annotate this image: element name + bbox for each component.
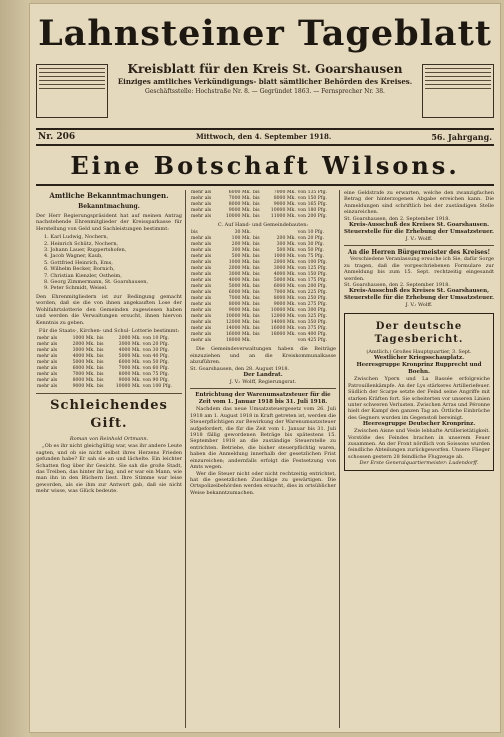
- table-cell: mehr als: [191, 290, 212, 296]
- column-rule: [339, 190, 340, 728]
- table-cell: mehr als: [191, 314, 212, 320]
- table-cell: 4000 Mk.: [273, 272, 296, 278]
- subheader-founded: Gegründet 1863.: [259, 88, 312, 95]
- table-row: [36, 384, 182, 390]
- column-1: [36, 190, 182, 730]
- table-cell: 14000 Mk.: [270, 320, 296, 326]
- table-cell: von 325 Pfg.: [297, 314, 327, 320]
- section-title: Amtliche Bekanntmachungen.: [49, 191, 169, 200]
- table-cell: 7000 Mk.: [228, 196, 251, 201]
- office-name: Kreis-Ausschuß des Kreises St. Goarshausen.: [348, 222, 490, 229]
- list-item: 8. Georg Zimmermann, St. Goarshausen,: [44, 279, 149, 286]
- subscription-box: [36, 64, 108, 118]
- table-cell: 16000 Mk.: [225, 332, 251, 338]
- table-cell: bis: [252, 284, 260, 290]
- table-cell: 300 Mk.: [276, 242, 296, 248]
- feature-byline: Roman von Reinhold Ortmann.: [69, 436, 149, 443]
- notice-mayors-body: Verschiedene Veranlassung ersuche ich Sie, dafür Sorge zu tragen, daß die vorgeschriebenen Formulare zur Anmeldung bis zum 15. Sept. rechtzeitig eingesandt werden.: [344, 256, 494, 282]
- headline: Eine Botschaft Wilsons.: [36, 150, 494, 186]
- table-cell: 30 Mk.: [234, 230, 251, 236]
- table-cell: von 90 Pfg.: [142, 378, 170, 384]
- table-cell: bis: [252, 278, 260, 284]
- table-cell: bis: [252, 236, 260, 242]
- table-cell: von 400 Pfg.: [297, 332, 327, 338]
- newspaper-page: [30, 4, 500, 732]
- table-cell: bis: [252, 308, 260, 314]
- table-cell: bis: [252, 196, 260, 201]
- notice-body: Den Ehrenmitgliedern ist zur Bedingung gemacht worden, daß sie die von ihnen angekauften Lose der Wohlfahrtslotterie den Gemeinden zugewiesen haben und werden die Verwaltungen ersucht, ihnen hiervon Kenntnis zu geben.: [36, 293, 182, 326]
- issue-volume: 56. Jahrgang.: [431, 132, 492, 142]
- table-cell: von 40 Pfg.: [142, 354, 170, 360]
- table-cell: mehr als: [191, 202, 212, 207]
- table-cell: bis: [252, 260, 260, 266]
- report-subtitle: (Amtlich.) Großes Hauptquartier, 3. Sept.: [366, 348, 472, 355]
- table-cell: 6000 Mk.: [72, 366, 95, 372]
- table-cell: 16000 Mk.: [270, 326, 296, 332]
- table-cell: mehr als: [191, 326, 212, 332]
- table-cell: mehr als: [191, 266, 212, 272]
- table-cell: 6000 Mk.: [228, 190, 251, 195]
- signature: J. V.: Wolff.: [405, 236, 433, 243]
- table-cell: mehr als: [191, 242, 212, 248]
- table-cell: 9000 Mk.: [228, 208, 251, 213]
- table-cell: von 250 Pfg.: [297, 296, 327, 302]
- table-cell: 1000 Mk.: [228, 260, 251, 266]
- subheader-center: Kreisblatt für den Kreis St. Goarshausen Einziges amtliches Verkündigungs- blatt sämtlicher Behörden des Kreises. Geschäftsstelle: Hochstraße Nr. 8. — Gegründet 1863. — Fernsprecher Nr. 38.: [117, 62, 413, 95]
- table-cell: bis: [96, 384, 104, 390]
- official-title: Der Landrat.: [243, 372, 283, 379]
- rate-table: [190, 230, 336, 344]
- report-title: Der deutsche Tagesbericht.: [374, 320, 464, 345]
- table-cell: 12000 Mk.: [225, 320, 251, 326]
- table-cell: 18000 Mk.: [225, 338, 251, 344]
- table-cell: mehr als: [37, 336, 58, 342]
- table-cell: von 60 Pfg.: [142, 366, 170, 372]
- feature-body: „Ob es ihr nicht gleichgültig war, was ihr andere Leute sagten, und ob sie nicht selbst ihres Herzens Frieden gefunden habe? Er sah sie an und lächelte. Ein leichter Schatten flog über ihr Gesicht. Sie sah die große Stadt, das Treiben, das hinter ihr lag, und er war ein Mann, wie man ihn in den Büchern liest. Ihre Stimme war leise geworden, als sie ihm zur Antwort gab, daß sie nicht mehr wisse, was Glück bedeute.: [36, 443, 182, 495]
- report-theater: Westlicher Kriegsschauplatz.: [374, 355, 464, 362]
- table-cell: mehr als: [191, 236, 212, 242]
- table-cell: 10000 Mk.: [270, 208, 296, 213]
- column-2: [190, 190, 336, 730]
- table-cell: bis: [252, 290, 260, 296]
- issue-date: Mittwoch, den 4. September 1918.: [196, 132, 332, 141]
- table-cell: von 20 Pfg.: [297, 236, 325, 242]
- issue-info-bar: [36, 128, 494, 146]
- table-cell: 6000 Mk.: [273, 284, 296, 290]
- list-item: 2. Heinrich Schütz, Nochern,: [44, 240, 119, 247]
- subheader-line1: Kreisblatt für den Kreis St. Goarshausen: [127, 62, 403, 76]
- table-cell: 5000 Mk.: [72, 360, 95, 366]
- table-cell: 8000 Mk.: [228, 302, 251, 308]
- table-cell: 9000 Mk.: [273, 302, 296, 308]
- table-cell: 2000 Mk.: [228, 266, 251, 272]
- table-cell: bis: [252, 320, 260, 326]
- table-cell: von 200 Pfg.: [297, 284, 327, 290]
- table-cell: 12000 Mk.: [270, 314, 296, 320]
- table-cell: mehr als: [191, 308, 212, 314]
- notice-mayors-title: An die Herren Bürgermeister des Kreises!: [347, 249, 491, 257]
- table-cell: mehr als: [191, 190, 212, 195]
- table-cell: 9000 Mk.: [228, 308, 251, 314]
- table-cell: mehr als: [191, 302, 212, 308]
- table-cell: 10000 Mk.: [270, 308, 296, 314]
- subheader-phone: Fernsprecher Nr. 38.: [321, 88, 385, 95]
- table-cell: 9000 Mk.: [118, 378, 141, 384]
- table-cell: bis: [252, 302, 260, 308]
- table-cell: von 50 Pfg.: [142, 360, 170, 366]
- table-cell: 10000 Mk.: [115, 384, 141, 390]
- table-cell: von 75 Pfg.: [297, 254, 325, 260]
- table-cell: von 10 Pfg.: [142, 336, 170, 342]
- table-cell: von 225 Pfg.: [297, 290, 327, 296]
- masthead-title: Lahnsteiner Tageblatt: [38, 13, 492, 54]
- column3-intro: eine Geldstrafe zu erwarten, welche den zwanzigfachen Betrag der hinterzogenen Abgabe erreichen kann. Die Anmeldungen sind schriftlich bei der zuständigen Stelle einzureichen.: [344, 190, 494, 216]
- table-cell: 18000 Mk.: [270, 332, 296, 338]
- table-cell: von 20 Pfg.: [142, 342, 170, 348]
- office-subname: Steuerstelle für die Erhebung der Umsatzsteuer.: [344, 229, 494, 236]
- table-cell: [263, 338, 297, 344]
- table-cell: 500 Mk.: [231, 254, 251, 260]
- table-cell: von 175 Pfg.: [297, 278, 327, 284]
- adjacent-page-edge: [0, 0, 30, 737]
- table-cell: mehr als: [191, 332, 212, 338]
- table-cell: bis: [252, 296, 260, 302]
- table-cell: 3000 Mk.: [72, 348, 95, 354]
- table-cell: 100 Mk.: [231, 236, 251, 242]
- advertising-box: [422, 64, 494, 118]
- column-3: [344, 190, 494, 730]
- table-cell: von 135 Pfg.: [297, 190, 327, 195]
- table-cell: bis: [252, 248, 260, 254]
- table-cell: 8000 Mk.: [273, 196, 296, 201]
- report-signature: Der Erste Generalquartiermeister: Ludendorff.: [359, 460, 479, 467]
- table-cell: 6000 Mk.: [228, 290, 251, 296]
- table-cell: 2000 Mk.: [273, 260, 296, 266]
- table-cell: 9000 Mk.: [273, 202, 296, 207]
- list-item: 1. Karl Ludwig, Nochern,: [44, 234, 109, 241]
- table-cell: mehr als: [37, 360, 58, 366]
- table-cell: bis: [96, 336, 104, 342]
- table-cell: von 200 Pfg.: [297, 214, 327, 219]
- table-cell: 2000 Mk.: [118, 336, 141, 342]
- table-cell: bis: [96, 354, 104, 360]
- table-cell: bis: [96, 360, 104, 366]
- table-cell: 1000 Mk.: [273, 254, 296, 260]
- second-notice-body-2: Wer die Steuer nicht oder nicht rechtzeitig entrichtet, hat die gesetzlichen Zuschläge zu gewärtigen. Die Ortspolizeibehörden werden ersucht, dies in ortsüblicher Weise bekanntzumachen.: [190, 470, 336, 496]
- table-cell: bis: [96, 378, 104, 384]
- table-cell: bis: [96, 372, 104, 378]
- official-name: J. V.: Wolff, Regierungsrat.: [229, 379, 297, 386]
- table-cell: bis: [252, 266, 260, 272]
- table-cell: 4000 Mk.: [118, 348, 141, 354]
- list-item: 4. Jacob Wagner, Kaub,: [44, 253, 103, 260]
- report-body: Zwischen Ypern und La Bassée erfolgreiche Patrouillenkämpfe. An der Lys stärkeres Artilleriefeuer. Südlich der Scarpe setzte der Feind seine Angriffe mit starken Kräften fort. Sie scheiterten vor unseren Linien unter schweren Verlusten. Zwischen Arras und Péronne hielt der Kampf den ganzen Tag an. Örtliche Einbrüche des Gegners wurden im Gegenstoß bereinigt.: [348, 376, 490, 421]
- table-cell: 3000 Mk.: [273, 266, 296, 272]
- table-cell: 7000 Mk.: [118, 366, 141, 372]
- table-cell: von 275 Pfg.: [297, 302, 327, 308]
- report-group: Heeresgruppe Kronprinz Rupprecht und Boehn.: [356, 362, 482, 376]
- table-cell: von 150 Pfg.: [297, 272, 327, 278]
- table-cell: bis: [252, 242, 260, 248]
- place-date: St. Goarshausen, den 28. August 1918.: [190, 365, 290, 372]
- names-list: [44, 234, 182, 292]
- table-cell: 300 Mk.: [231, 248, 251, 254]
- table-cell: 1000 Mk.: [72, 336, 95, 342]
- table-cell: bis: [96, 366, 104, 372]
- table-row: [190, 214, 336, 220]
- table-cell: von 350 Pfg.: [297, 320, 327, 326]
- table-cell: 8000 Mk.: [273, 296, 296, 302]
- table-cell: von 100 Pfg.: [297, 260, 327, 266]
- table-cell: 6000 Mk.: [118, 360, 141, 366]
- subheader-address: Geschäftsstelle: Hochstraße Nr. 8.: [145, 88, 250, 95]
- report-body-2: Zwischen Aisne und Vesle lebhafte Artillerietätigkeit. Vorstöße des Feindes brachen in unserem Feuer zusammen. An der Front nördlich von Soissons wurden feindliche Abteilungen zurückgeworfen. Unsere Flieger schossen gestern 28 feindliche Flugzeuge ab.: [348, 428, 490, 460]
- table-cell: bis: [252, 326, 260, 332]
- daily-report-box: [344, 313, 494, 471]
- table-cell: mehr als: [191, 214, 212, 219]
- table-cell: 200 Mk.: [231, 242, 251, 248]
- table-cell: mehr als: [37, 342, 58, 348]
- table-cell: 7000 Mk.: [273, 290, 296, 296]
- signature: J. V.: Wolff.: [405, 302, 433, 309]
- office-subname: Steuerstelle für die Erhebung der Umsatzsteuer.: [344, 295, 494, 302]
- issue-number: Nr. 206: [38, 132, 76, 142]
- table-caption: Für die Staats-, Kirchen- und Schul- Lotterie bestimmt:: [38, 327, 180, 334]
- table-cell: von 30 Pfg.: [142, 348, 170, 354]
- table-cell: von 75 Pfg.: [142, 372, 170, 378]
- table-cell: mehr als: [191, 254, 212, 260]
- table-cell: 4000 Mk.: [228, 278, 251, 284]
- table-cell: von 180 Pfg.: [297, 208, 327, 213]
- table-cell: von 10 Pfg.: [297, 230, 325, 236]
- table-cell: 7000 Mk.: [273, 190, 296, 195]
- table-cell: mehr als: [37, 366, 58, 372]
- rate-table: [190, 190, 336, 220]
- table-cell: 10000 Mk.: [225, 314, 251, 320]
- feature-title: Schleichendes Gift.: [50, 398, 168, 432]
- list-item: 5. Gottfried Heinrich, Ems,: [44, 259, 113, 266]
- table-cell: von 150 Pfg.: [297, 196, 327, 201]
- table-cell: von 165 Pfg.: [297, 202, 327, 207]
- table-cell: 5000 Mk.: [118, 354, 141, 360]
- table-cell: bis: [252, 214, 260, 219]
- table-cell: von 100 Pfg.: [142, 384, 172, 390]
- list-item: 9. Peter Schmidt, Weisel.: [44, 285, 108, 292]
- table-cell: 7000 Mk.: [228, 296, 251, 302]
- notice-intro: Der Herr Regierungspräsident hat auf meinen Antrag nachstehende Ehrenmitglieder der Kreissparkasse für Herstellung von Geld und Sachleistungen bestimmt:: [36, 213, 182, 232]
- table-cell: 7000 Mk.: [72, 372, 95, 378]
- subheader-line2-right: blatt sämtlicher Behörden des Kreises.: [258, 77, 413, 86]
- table-cell: von 300 Pfg.: [297, 308, 327, 314]
- table-cell: 8000 Mk.: [72, 378, 95, 384]
- table-cell: bis: [252, 202, 260, 207]
- table-cell: bis: [252, 208, 260, 213]
- table-cell: bis: [191, 230, 198, 236]
- table-cell: 4000 Mk.: [72, 354, 95, 360]
- table-cell: von 30 Pfg.: [297, 242, 325, 248]
- table-cell: 11000 Mk.: [270, 214, 296, 219]
- table-cell: von 375 Pfg.: [297, 326, 327, 332]
- table-cell: mehr als: [191, 320, 212, 326]
- table-cell: bis: [96, 348, 104, 354]
- subheader: [36, 62, 494, 124]
- list-item: 3. Johann Lauer, Ruppertshofen,: [44, 247, 127, 254]
- table-cell: mehr als: [191, 338, 212, 344]
- table-cell: 3000 Mk.: [228, 272, 251, 278]
- table-cell: mehr als: [191, 260, 212, 266]
- table-cell: 3000 Mk.: [118, 342, 141, 348]
- table-cell: 10000 Mk.: [225, 214, 251, 219]
- office-name: Kreis-Ausschuß des Kreises St. Goarshausen,: [348, 288, 490, 295]
- list-item: 6. Wilhelm Becker, Bornich,: [44, 266, 115, 273]
- table-cell: mehr als: [37, 372, 58, 378]
- notice-title: Bekanntmachung.: [78, 203, 140, 210]
- table-cell: 5000 Mk.: [228, 284, 251, 290]
- table-cell: mehr als: [191, 296, 212, 302]
- table-cell: mehr als: [191, 248, 212, 254]
- table-row: [190, 338, 336, 344]
- table-cell: mehr als: [191, 196, 212, 201]
- table-cell: 14000 Mk.: [225, 326, 251, 332]
- table-cell: von 125 Pfg.: [297, 266, 327, 272]
- table-cell: bis: [252, 314, 260, 320]
- table-cell: von 425 Pfg.: [297, 338, 327, 344]
- table-cell: mehr als: [191, 278, 212, 284]
- table-cell: 8000 Mk.: [118, 372, 141, 378]
- table-cell: mehr als: [37, 348, 58, 354]
- table-cell: mehr als: [191, 284, 212, 290]
- rate-table: [36, 336, 182, 390]
- table-cell: bis: [252, 272, 260, 278]
- table-cell: mehr als: [37, 354, 58, 360]
- table-cell: 200 Mk.: [276, 236, 296, 242]
- table-cell: [252, 338, 263, 344]
- table-cell: bis: [96, 342, 104, 348]
- place-date: St. Goarshausen, den 2. September 1918.: [344, 282, 450, 289]
- table-cell: 500 Mk.: [276, 248, 296, 254]
- second-notice-body: Nachdem das neue Umsatzsteuergesetz vom 26. Juli 1918 am 1. August 1918 in Kraft getreten ist, werden die Steuerpflichtigen zur Bewirkung der Warenumsatzsteuer aufgefordert, die für die Zeit vom 1. Januar bis 31. Juli 1918 fällig gewordenen Beträge bis spätestens 15. September 1918 an die zuständige Steuerstelle zu entrichten. Betriebe, die bisher steuerpflichtig waren, haben die Anmeldung innerhalb der gesetzlichen Frist einzureichen; andernfalls erfolgt die Festsetzung von Amts wegen.: [190, 406, 336, 471]
- table-cell: 2000 Mk.: [72, 342, 95, 348]
- table-cell: mehr als: [191, 208, 212, 213]
- table-cell: mehr als: [37, 384, 58, 390]
- table-cell: bis: [252, 190, 260, 195]
- table-subcaption: C. Auf Hand- und Gemeindebauten:: [217, 222, 309, 228]
- table-cell: bis: [252, 332, 260, 338]
- table-cell: mehr als: [191, 272, 212, 278]
- table-cell: bis: [252, 254, 260, 260]
- table-cell: mehr als: [37, 378, 58, 384]
- closing-note: Die Gemeindeverwaltungen haben die Beiträge einzuziehen und an die Kreiskommunalkasse abzuführen.: [190, 346, 336, 366]
- list-item: 7. Christian Kienzler, Ostheim,: [44, 272, 122, 279]
- place-date: St. Goarshausen, den 2. September 1918.: [344, 215, 450, 222]
- second-notice-title: Entrichtung der Warenumsatzsteuer für die Zeit vom 1. Januar 1918 bis 31. Juli 1918.: [195, 392, 331, 406]
- column-rule: [185, 190, 186, 728]
- subheader-line2-left: Einziges amtliches Verkündigungs-: [117, 77, 257, 86]
- table-cell: 9000 Mk.: [72, 384, 95, 390]
- table-cell: 8000 Mk.: [228, 202, 251, 207]
- table-cell: 5000 Mk.: [273, 278, 296, 284]
- table-cell: von 50 Pfg.: [297, 248, 325, 254]
- report-group-2: Heeresgruppe Deutscher Kronprinz.: [362, 421, 476, 428]
